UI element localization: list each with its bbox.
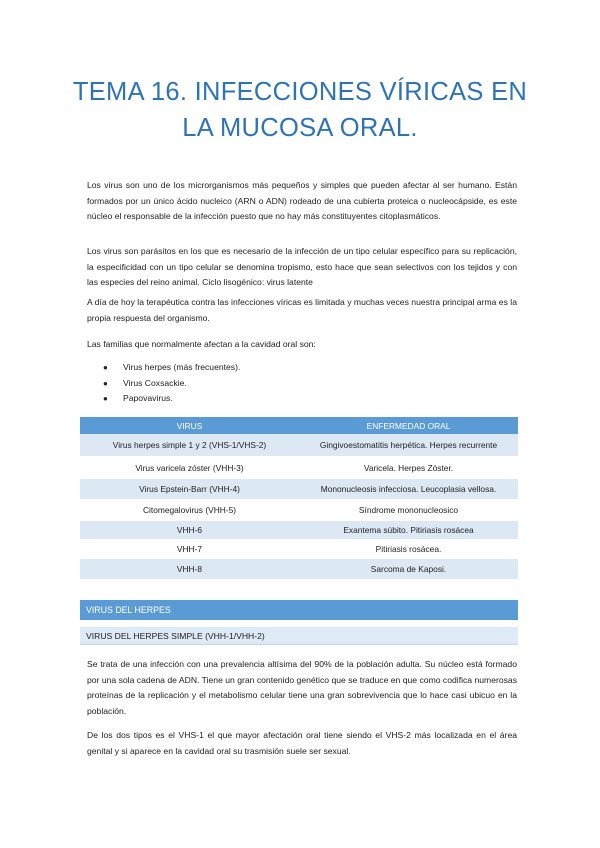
table-cell-disease: Exantema súbito. Pitiriasis rosácea [299, 521, 518, 539]
subsection-heading-herpes-simple: VIRUS DEL HERPES SIMPLE (VHH-1/VHH-2) [80, 627, 518, 645]
table-row [80, 456, 518, 479]
column-header-virus: VIRUS [80, 417, 299, 434]
section-heading-herpes: VIRUS DEL HERPES [80, 600, 518, 620]
table-cell-disease: Síndrome mononucleosico [358, 505, 459, 515]
table-cell-virus: VHH-8 [80, 559, 299, 579]
table-cell-virus: VHH-6 [80, 521, 299, 539]
paragraph-tropism: Los virus son parásitos en los que es necesario de la infección de un tipo celular específico para su replicación, la especificidad con un tipo celular se denomina tropismo, esto hace que sean selectivos con los tejidos y con las especies del reino animal. Ciclo lisogénico: virus latente [87, 246, 517, 287]
table-header-row [80, 417, 518, 434]
table-row [80, 539, 518, 559]
paragraph-herpes-types: De los dos tipos es el VHS-1 el que mayor afectación oral tiene siendo el VHS-2 más localizada en el área genital y si aparece en la cavidad oral su trasmisión suele ser sexual. [87, 730, 517, 756]
list-item: ● Papovavirus. [87, 391, 387, 407]
virus-families-list [87, 360, 387, 407]
table-cell-virus: Virus Epstein-Barr (VHH-4) [80, 479, 299, 499]
page-title [60, 74, 540, 146]
bullet-icon: ● [103, 378, 108, 388]
table-cell-disease: Mononucleosis infecciosa. Leucoplasia vellosa. [299, 479, 518, 499]
table-row [80, 559, 518, 579]
table-cell-virus: Virus varicela zóster (VHH-3) [135, 462, 244, 473]
column-header-disease: ENFERMEDAD ORAL [299, 417, 518, 434]
title-line-1: TEMA 16. INFECCIONES VÍRICAS EN [72, 78, 528, 106]
title-line-2: LA MUCOSA ORAL. [182, 114, 418, 142]
table-cell-disease: Pitiriasis rosácea. [375, 544, 442, 554]
table-row [80, 499, 518, 521]
bullet-icon: ● [103, 363, 108, 372]
table-row [80, 434, 518, 456]
bullet-icon: ● [103, 394, 108, 403]
table-cell-disease: Varicela. Herpes Zóster. [363, 462, 454, 473]
table-cell-disease: Gingivoestomatitis herpética. Herpes recurrente [299, 434, 518, 456]
table-row [80, 479, 518, 499]
table-cell-virus: VHH-7 [176, 544, 203, 554]
paragraph-herpes-prevalence: Se trata de una infección con una prevalencia altísima del 90% de la población adulta. Su núcleo está formado por una sola cadena de ADN. Tiene un gran contenido genético que se traduce en que como codifica numerosas proteínas de la replicación y el metabolismo celular tiene una gran sobrevivencia que lo hace casi ubicuo en la población. [87, 659, 517, 716]
paragraph-families-intro: Las familias que normalmente afectan a la cavidad oral son: [87, 339, 316, 349]
paragraph-therapy: A día de hoy la terapéutica contra las infecciones víricas es limitada y muchas veces nuestra principal arma es la propia respuesta del organismo. [87, 297, 517, 323]
table-cell-disease: Sarcoma de Kaposi. [299, 559, 518, 579]
table-row [80, 521, 518, 539]
virus-disease-table [80, 417, 518, 579]
list-item: ● Virus Coxsackie. [87, 376, 387, 392]
paragraph-intro: Los virus son uno de los microrganismos más pequeños y simples que pueden afectar al ser humano. Están formados por un único ácido nucleico (ARN o ADN) rodeado de una cubierta proteica o nucleocápside, es este núcleo el responsable de la infección puesto que no hay más constituyentes citoplasmáticos. [87, 180, 517, 221]
table-cell-virus: Citomegalovirus (VHH-5) [142, 505, 237, 515]
list-item: ● Virus herpes (más frecuentes). [87, 360, 387, 376]
table-cell-virus: Virus herpes simple 1 y 2 (VHS-1/VHS-2) [80, 434, 299, 456]
